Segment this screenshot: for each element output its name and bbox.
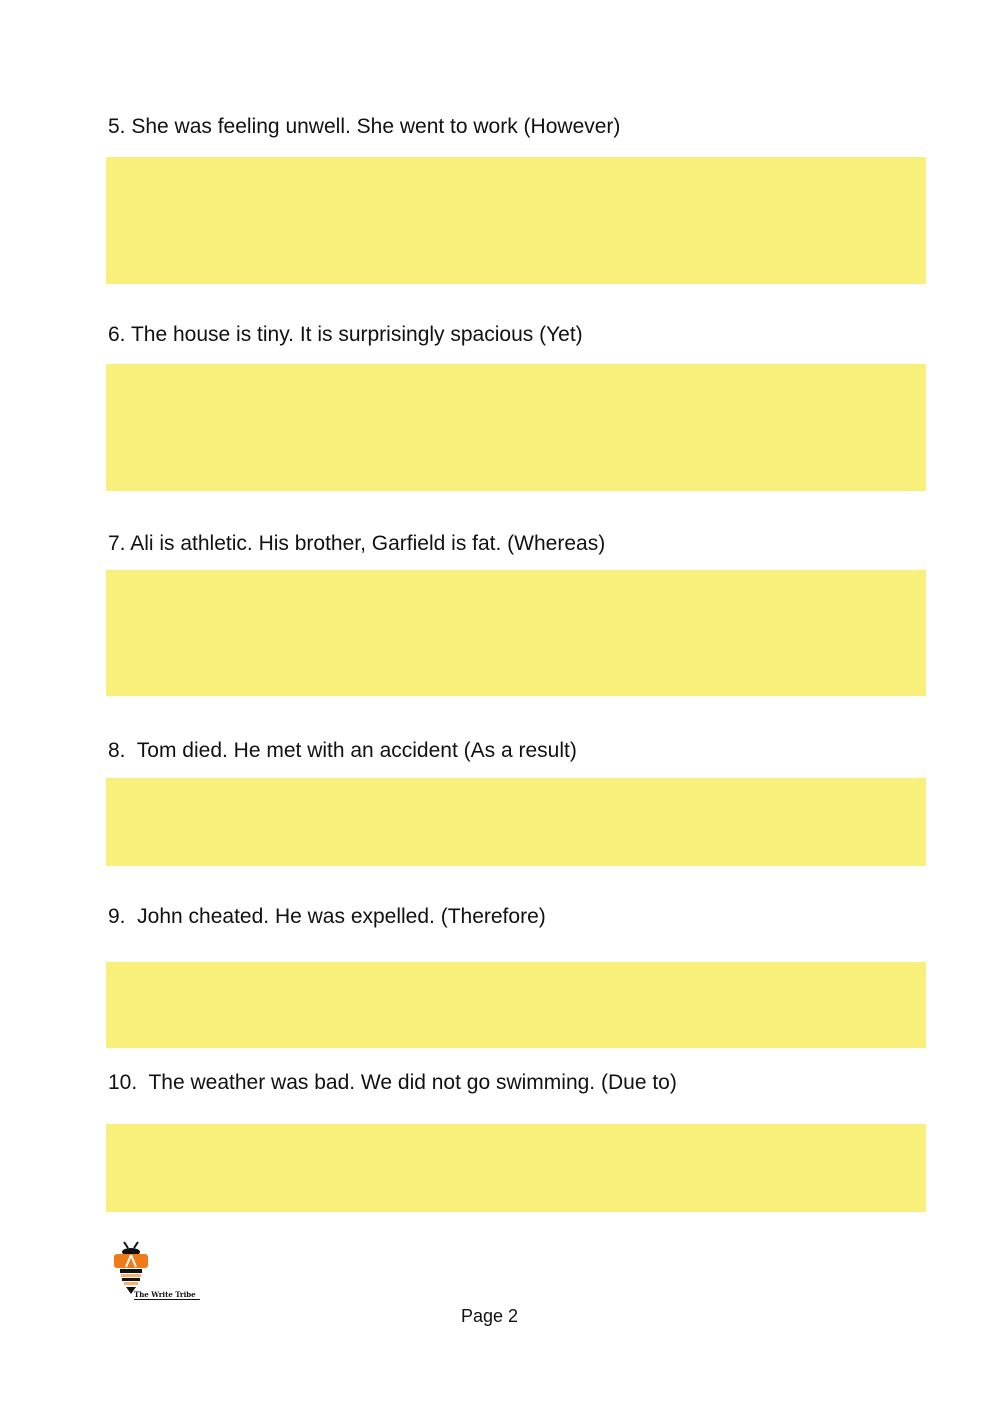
logo-text: The Write Tribe [134,1290,200,1300]
write-tribe-logo [108,1236,218,1308]
answer-box-6[interactable] [106,364,926,491]
question-5: 5. She was feeling unwell. She went to work (However) [108,115,621,138]
answer-box-8[interactable] [106,778,926,866]
question-8: 8. Tom died. He met with an accident (As a result) [108,739,577,762]
answer-box-7[interactable] [106,570,926,696]
bee-icon [108,1236,168,1296]
question-6: 6. The house is tiny. It is surprisingly spacious (Yet) [108,323,583,346]
answer-box-10[interactable] [106,1124,926,1212]
answer-box-9[interactable] [106,962,926,1048]
page-number: Page 2 [461,1306,519,1326]
question-10: 10. The weather was bad. We did not go swimming. (Due to) [108,1071,677,1094]
question-9: 9. John cheated. He was expelled. (Therefore) [108,905,546,928]
question-7: 7. Ali is athletic. His brother, Garfield is fat. (Whereas) [108,532,606,555]
answer-box-5[interactable] [106,157,926,284]
